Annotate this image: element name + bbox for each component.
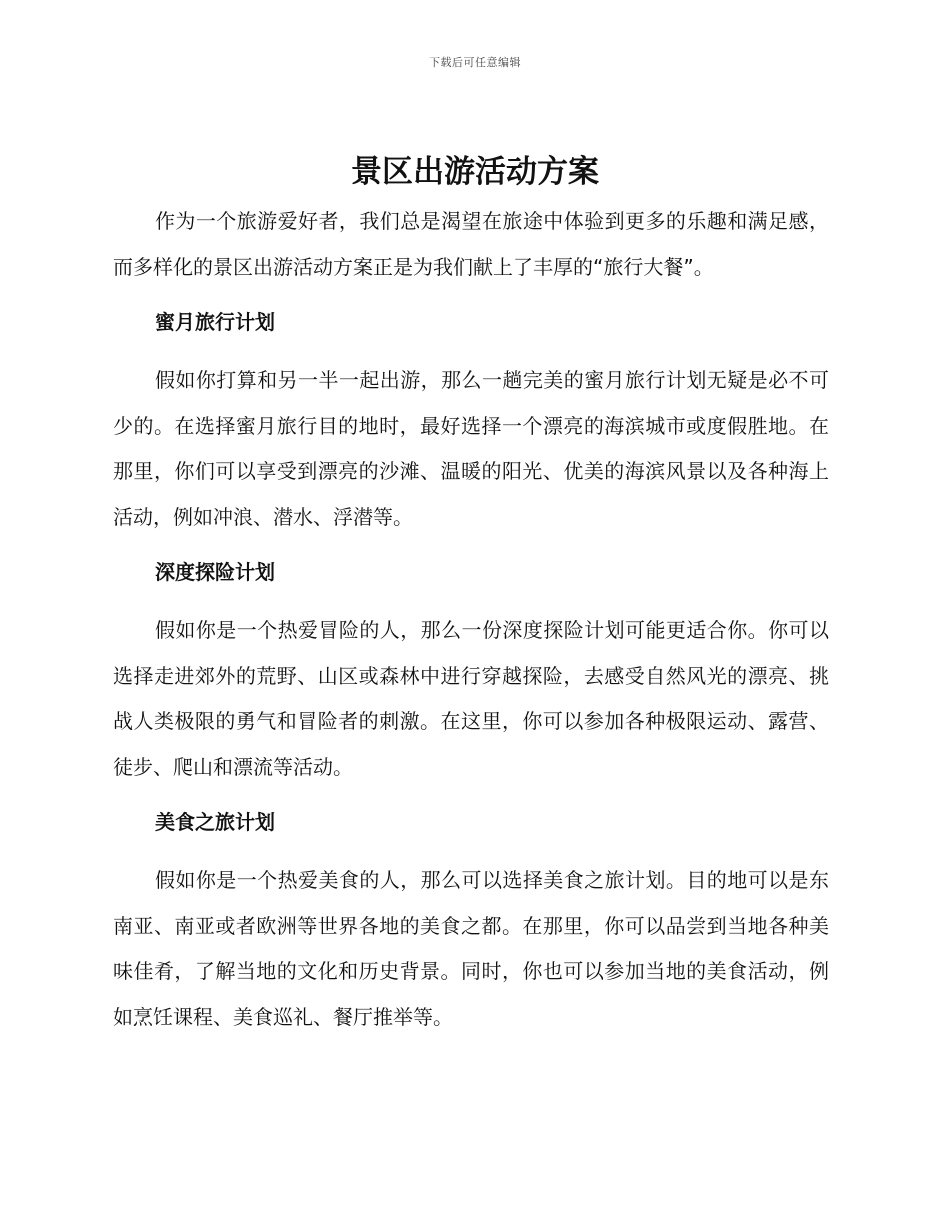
section-heading: 深度探险计划 bbox=[155, 560, 275, 584]
section-food-tour bbox=[113, 800, 829, 1040]
intro-paragraph: 作为一个旅游爱好者，我们总是渴望在旅途中体验到更多的乐趣和满足感，而多样化的景区出游活动方案正是为我们献上了丰厚的“旅行大餐”。 bbox=[113, 209, 829, 279]
section-paragraph: 假如你是一个热爱冒险的人，那么一份深度探险计划可能更适合你。你可以选择走进郊外的荒野、山区或森林中进行穿越探险，去感受自然风光的漂亮、挑战人类极限的勇气和冒险者的刺激。在这里，你可以参加各种极限运动、露营、徒步、爬山和漂流等活动。 bbox=[113, 618, 829, 779]
document-body bbox=[113, 199, 829, 1040]
section-adventure bbox=[113, 550, 829, 790]
document-title: 景区出游活动方案 bbox=[351, 154, 599, 190]
section-paragraph: 假如你是一个热爱美食的人，那么可以选择美食之旅计划。目的地可以是东南亚、南亚或者欧洲等世界各地的美食之都。在那里，你可以品尝到当地各种美味佳肴，了解当地的文化和历史背景。同时，你也可以参加当地的美食活动，例如烹饪课程、美食巡礼、餐厅推举等。 bbox=[113, 868, 829, 1029]
header-note: 下载后可任意编辑 bbox=[429, 56, 521, 69]
section-honeymoon bbox=[113, 300, 829, 540]
section-paragraph: 假如你打算和另一半一起出游，那么一趟完美的蜜月旅行计划无疑是必不可少的。在选择蜜月旅行目的地时，最好选择一个漂亮的海滨城市或度假胜地。在那里，你们可以享受到漂亮的沙滩、温暖的阳光、优美的海滨风景以及各种海上活动，例如冲浪、潜水、浮潜等。 bbox=[113, 368, 829, 529]
section-heading: 美食之旅计划 bbox=[155, 810, 275, 834]
section-heading: 蜜月旅行计划 bbox=[155, 310, 275, 334]
